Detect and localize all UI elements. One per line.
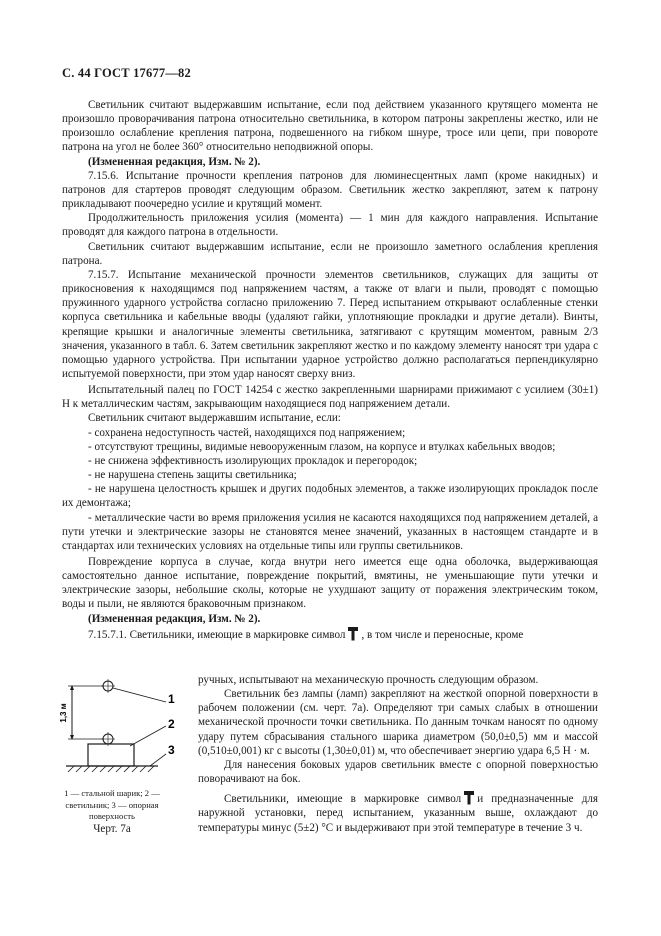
list-item: - не снижена эффективность изолирующих прокладок и перегородок; xyxy=(88,454,418,467)
list-item: - металлические части во время приложения усилия не касаются находящихся под напряжением деталей, а пути утечки и электрические зазоры не становятся менее значений, указанных в настоящем стандарте и в стандартах или технических условиях на отдельные типы или группы светильников. xyxy=(62,511,598,552)
lower-text xyxy=(198,673,598,835)
paragraph: Светильник считают выдержавшим испытание, если: xyxy=(88,412,341,425)
legend-text: — опорная поверхность xyxy=(89,799,159,821)
paragraph: Для нанесения боковых ударов светильник вместе с опорной поверхностью поворачивают на бок. xyxy=(198,758,598,786)
list-item: - отсутствуют трещины, видимые невооруженным глазом, на корпусе и втулках кабельных вводов; xyxy=(88,440,556,453)
leader-line xyxy=(150,754,166,766)
paragraph xyxy=(62,626,598,642)
paragraph: Светильник без лампы (ламп) закрепляют на жесткой опорной поверхности в рабочем положении (см. черт. 7а). Определяют три самых слабых в отношении механической прочности точки светильника. По данным точкам наносят по одному удару путем сбрасывания стального шарика диаметром (50,0±0,5) мм и массой (0,510±0,001) кг с высоты (1,30±0,01) м, что обеспечивает энергию удара 6,5 Н · м. xyxy=(198,688,598,757)
legend-number: 3 xyxy=(111,799,116,810)
callout-2: 2 xyxy=(168,717,175,731)
paragraph-end: и предназначенные для наружной установки, перед испытанием, указанным выше, охлаждают до температуры минус (5±2) °С и выдерживают при этой температуре в течение 3 ч. xyxy=(198,793,598,834)
paragraph-start: 7.15.7.1. Светильники, имеющие в маркировке символ xyxy=(88,628,346,641)
list-item: - сохранена недоступность частей, находящихся под напряжением; xyxy=(88,426,406,439)
paragraph: Светильник считают выдержавшим испытание, если не произошло заметного ослабления крепления патрона. xyxy=(62,240,598,267)
figure-legend xyxy=(58,788,166,823)
paragraph-end: , в том числе и переносные, кроме xyxy=(361,628,524,641)
ground-hatching xyxy=(68,766,154,772)
paragraph: Испытательный палец по ГОСТ 14254 с жестко закрепленными шарнирами прижимают с усилием (30±1) Н к металлическим частям, закрывающим находящиеся под напряжением детали. xyxy=(62,384,598,411)
list-item: - не нарушена степень защиты светильника; xyxy=(88,469,297,482)
leader-line xyxy=(130,726,166,746)
luminaire xyxy=(88,744,134,766)
paragraph: Продолжительность приложения усилия (момента) — 1 мин для каждого направления. Испытание проводят для каждого патрона в отдельности. xyxy=(62,212,598,239)
callout-1: 1 xyxy=(168,692,175,706)
paragraph: 7.15.7. Испытание механической прочности элементов светильников, служащих для защиты от прикосновения к находящимся под напряжением частям, а также от влаги и пыли, проводят с помощью пружинного ударного устройства согласно приложению 7. Перед испытанием открывают ослабленные стенки корпуса светильника и кабельные вводы (удаляют гайки, уплотняющие прокладки и другие детали). Винты, крепящие крышки и аналогичные элементы светильника, затягивают с крутящим моментом, равным 2/3 значения, указанного в табл. 6. Затем светильник закрепляют жестко и по каждому элементу наносят три удара с помощью ударного устройства. При испытании ударное устройство должно располагаться перпендикулярно испытуемой поверхности, при этом удар наносят сверху вниз. xyxy=(62,268,598,380)
amendment-note: (Измененная редакция, Изм. № 2). xyxy=(88,155,261,168)
legend-number: 2 xyxy=(144,788,150,798)
callout-3: 3 xyxy=(168,743,175,757)
main-text xyxy=(62,98,598,642)
page-header: С. 44 ГОСТ 17677—82 xyxy=(62,66,191,80)
legend-number: 1 xyxy=(64,788,69,798)
paragraph: Светильник считают выдержавшим испытание, если под действием указанного крутящего момента не произошло проворачивания патрона относительно светильника, в котором патроны закреплены жестко, или не произошло ослабление крепления патрона, подвешенного на гибком шнуре, тросе или цепи, при повороте патрона на угол не более 360° относительно неподвижной опоры. xyxy=(62,99,598,154)
figure-caption: Черт. 7а xyxy=(93,823,131,835)
amendment-note: (Измененная редакция, Изм. № 2). xyxy=(88,612,261,625)
hammer-marking-symbol-icon xyxy=(463,790,475,805)
paragraph-start: Светильники, имеющие в маркировке символ xyxy=(224,793,462,806)
list-item: - не нарушена целостность крышек и других подобных элементов, а также изолирующих прокладок после их демонтажа; xyxy=(62,483,598,510)
dimension-label: 1,3 м xyxy=(59,703,68,723)
leader-line xyxy=(113,688,166,702)
legend-text: — стальной шарик; xyxy=(68,788,143,798)
paragraph: Повреждение корпуса в случае, когда внутри него имеется еще одна оболочка, выдерживающая самостоятельно данное испытание, повреждение покрытий, вмятины, не уменьшающие пути утечки и электрические зазоры, небольшие сколы, которые не ухудшают защиту от поражения электрическим током, воды и пыли, не являются браковочным признаком. xyxy=(62,556,598,611)
paragraph: ручных, испытывают на механическую прочность следующим образом. xyxy=(198,674,539,686)
paragraph xyxy=(198,790,598,834)
paragraph: 7.15.6. Испытание прочности крепления патронов для люминесцентных ламп (кроме накидных) и патронов для стартеров проводят следующим образом. Светильник жестко закрепляют, затем к патрону прикладывают поочередно усилие и крутящий момент. xyxy=(62,169,598,211)
hammer-marking-symbol-icon xyxy=(347,626,359,641)
legend-text: — светильник; xyxy=(65,788,160,810)
